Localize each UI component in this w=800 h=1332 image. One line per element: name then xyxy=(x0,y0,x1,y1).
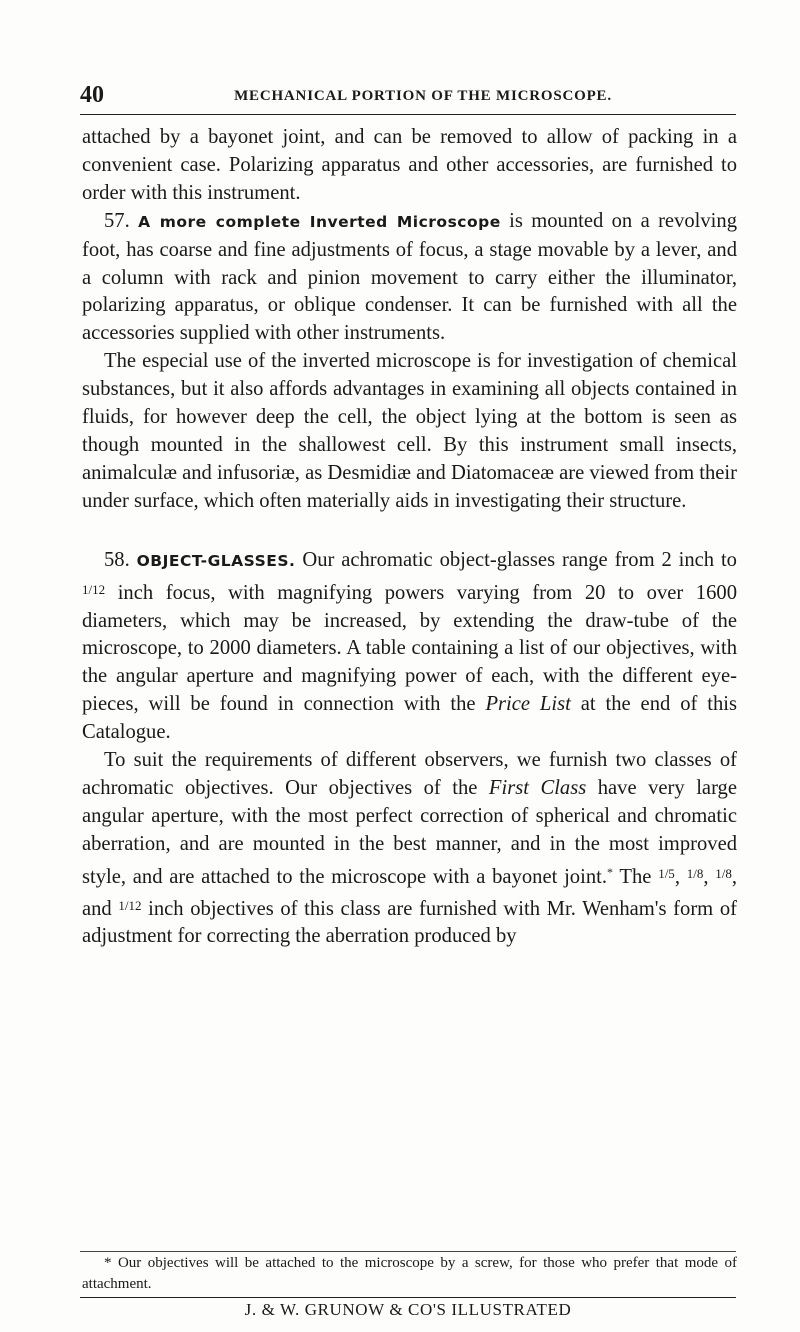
page-footer: J. & W. GRUNOW & CO'S ILLUSTRATED xyxy=(244,1300,572,1319)
running-head: MECHANICAL PORTION OF THE MICROSCOPE. xyxy=(234,88,612,104)
paragraph-57-text: is mounted on a revolving foot, has coarse and fine adjustments of focus, a stage movable by a lever, and a column with rack and pinion movement to carry either the illuminator, polarizing apparatus, or oblique condenser. It can be furnished with all the accessories supplied with other instruments. xyxy=(82,209,737,345)
section-number-57: 57. xyxy=(104,209,130,232)
paragraph-58-text-c: at the end of this Catalogue. xyxy=(82,693,737,744)
footnote-text: * Our objectives will be attached to the microscope by a screw, for those who prefer that mode of attachment. xyxy=(82,1255,737,1292)
footer-rule xyxy=(80,1297,736,1298)
footnote xyxy=(82,1253,737,1294)
paragraph-57 xyxy=(82,208,737,349)
paragraph-inverted-use: The especial use of the inverted microscope is for investigation of chemical substances, but it also affords advantages in examining all objects contained in fluids, for however deep the cell, the object lying at the bottom is seen as though mounted in the shallowest cell. By this instrument small insects, animalculæ and infusoriæ, as Desmidiæ and Diatomaceæ are viewed from their under surface, which often materially aids in investigating their structure. xyxy=(82,350,737,512)
footnote-rule xyxy=(80,1251,736,1252)
paragraph-classes-text-c: The xyxy=(619,865,652,888)
page-header xyxy=(80,82,736,110)
paragraph-58-text-a: Our achromatic object-glasses range from 2 inch to xyxy=(302,548,737,571)
section-heading-inverted-microscope: A more complete Inverted Microscope xyxy=(138,212,501,231)
fraction-twelfth: 1/12 xyxy=(82,581,106,597)
conjunction-and: and xyxy=(82,897,112,920)
price-list-reference: Price List xyxy=(485,693,571,716)
paragraph-objective-classes: To suit the requirements of different observers, we furnish two classes of achromatic objectives. Our objectives of the First Class have very large angular aperture, with the most perfect correction of spherical and chromatic aberration, and are mounted in the best manner, and in the most improved style, and are attached to the microscope with a bayonet joint.* The $^{1/5}$, $^{1/8}$, $^{1/8}$, and $^{1/12}$ inch objectives of this class are furnished with Mr. Wenham's form of adjustment for correcting the aberration produced by xyxy=(82,749,738,948)
header-rule xyxy=(80,114,736,115)
section-heading-object-glasses: OBJECT-GLASSES. xyxy=(136,551,296,570)
paragraph-classes-text-d: inch objectives of this class are furnished with Mr. Wenham's form of adjustment for correcting the aberration produced by xyxy=(82,897,737,948)
fraction-eighth-a: 1/8 xyxy=(686,865,704,881)
paragraph-58-text-b: inch focus, with magnifying powers varying from 20 to over 1600 diameters, which may be increased, by extending the draw-tube of the microscope, to 2000 diameters. A table containing a list of our objectives, with the angular aperture and magnifying power of each, with the different eye-pieces, will be found in connection with the xyxy=(82,581,737,716)
paragraph-continued: attached by a bayonet joint, and can be removed to allow of packing in a convenient case. Polarizing apparatus and other accessories, are furnished to order with this instrument. xyxy=(82,126,737,204)
paragraph-classes-text-a: To suit the requirements of different observers, we furnish two classes of achromatic objectives. Our objectives of the xyxy=(82,749,737,799)
fraction-fifth: 1/5 xyxy=(658,865,675,881)
paragraph-classes-text-b: have very large angular aperture, with the most perfect correction of spherical and chromatic aberration, and are mounted in the best manner, and in the most improved style, and are attached to the microscope with a bayonet joint. xyxy=(82,776,737,888)
body-text xyxy=(82,124,737,951)
footnote-marker: * xyxy=(607,864,613,879)
page-number: 40 xyxy=(80,82,104,108)
section-number-58: 58. xyxy=(104,548,130,571)
section-gap xyxy=(82,516,737,547)
fraction-twelfth-b: 1/12 xyxy=(118,897,142,913)
first-class-term: First Class xyxy=(488,776,587,799)
paragraph-58 xyxy=(82,547,737,747)
fraction-eighth-b: 1/8 xyxy=(715,865,732,881)
